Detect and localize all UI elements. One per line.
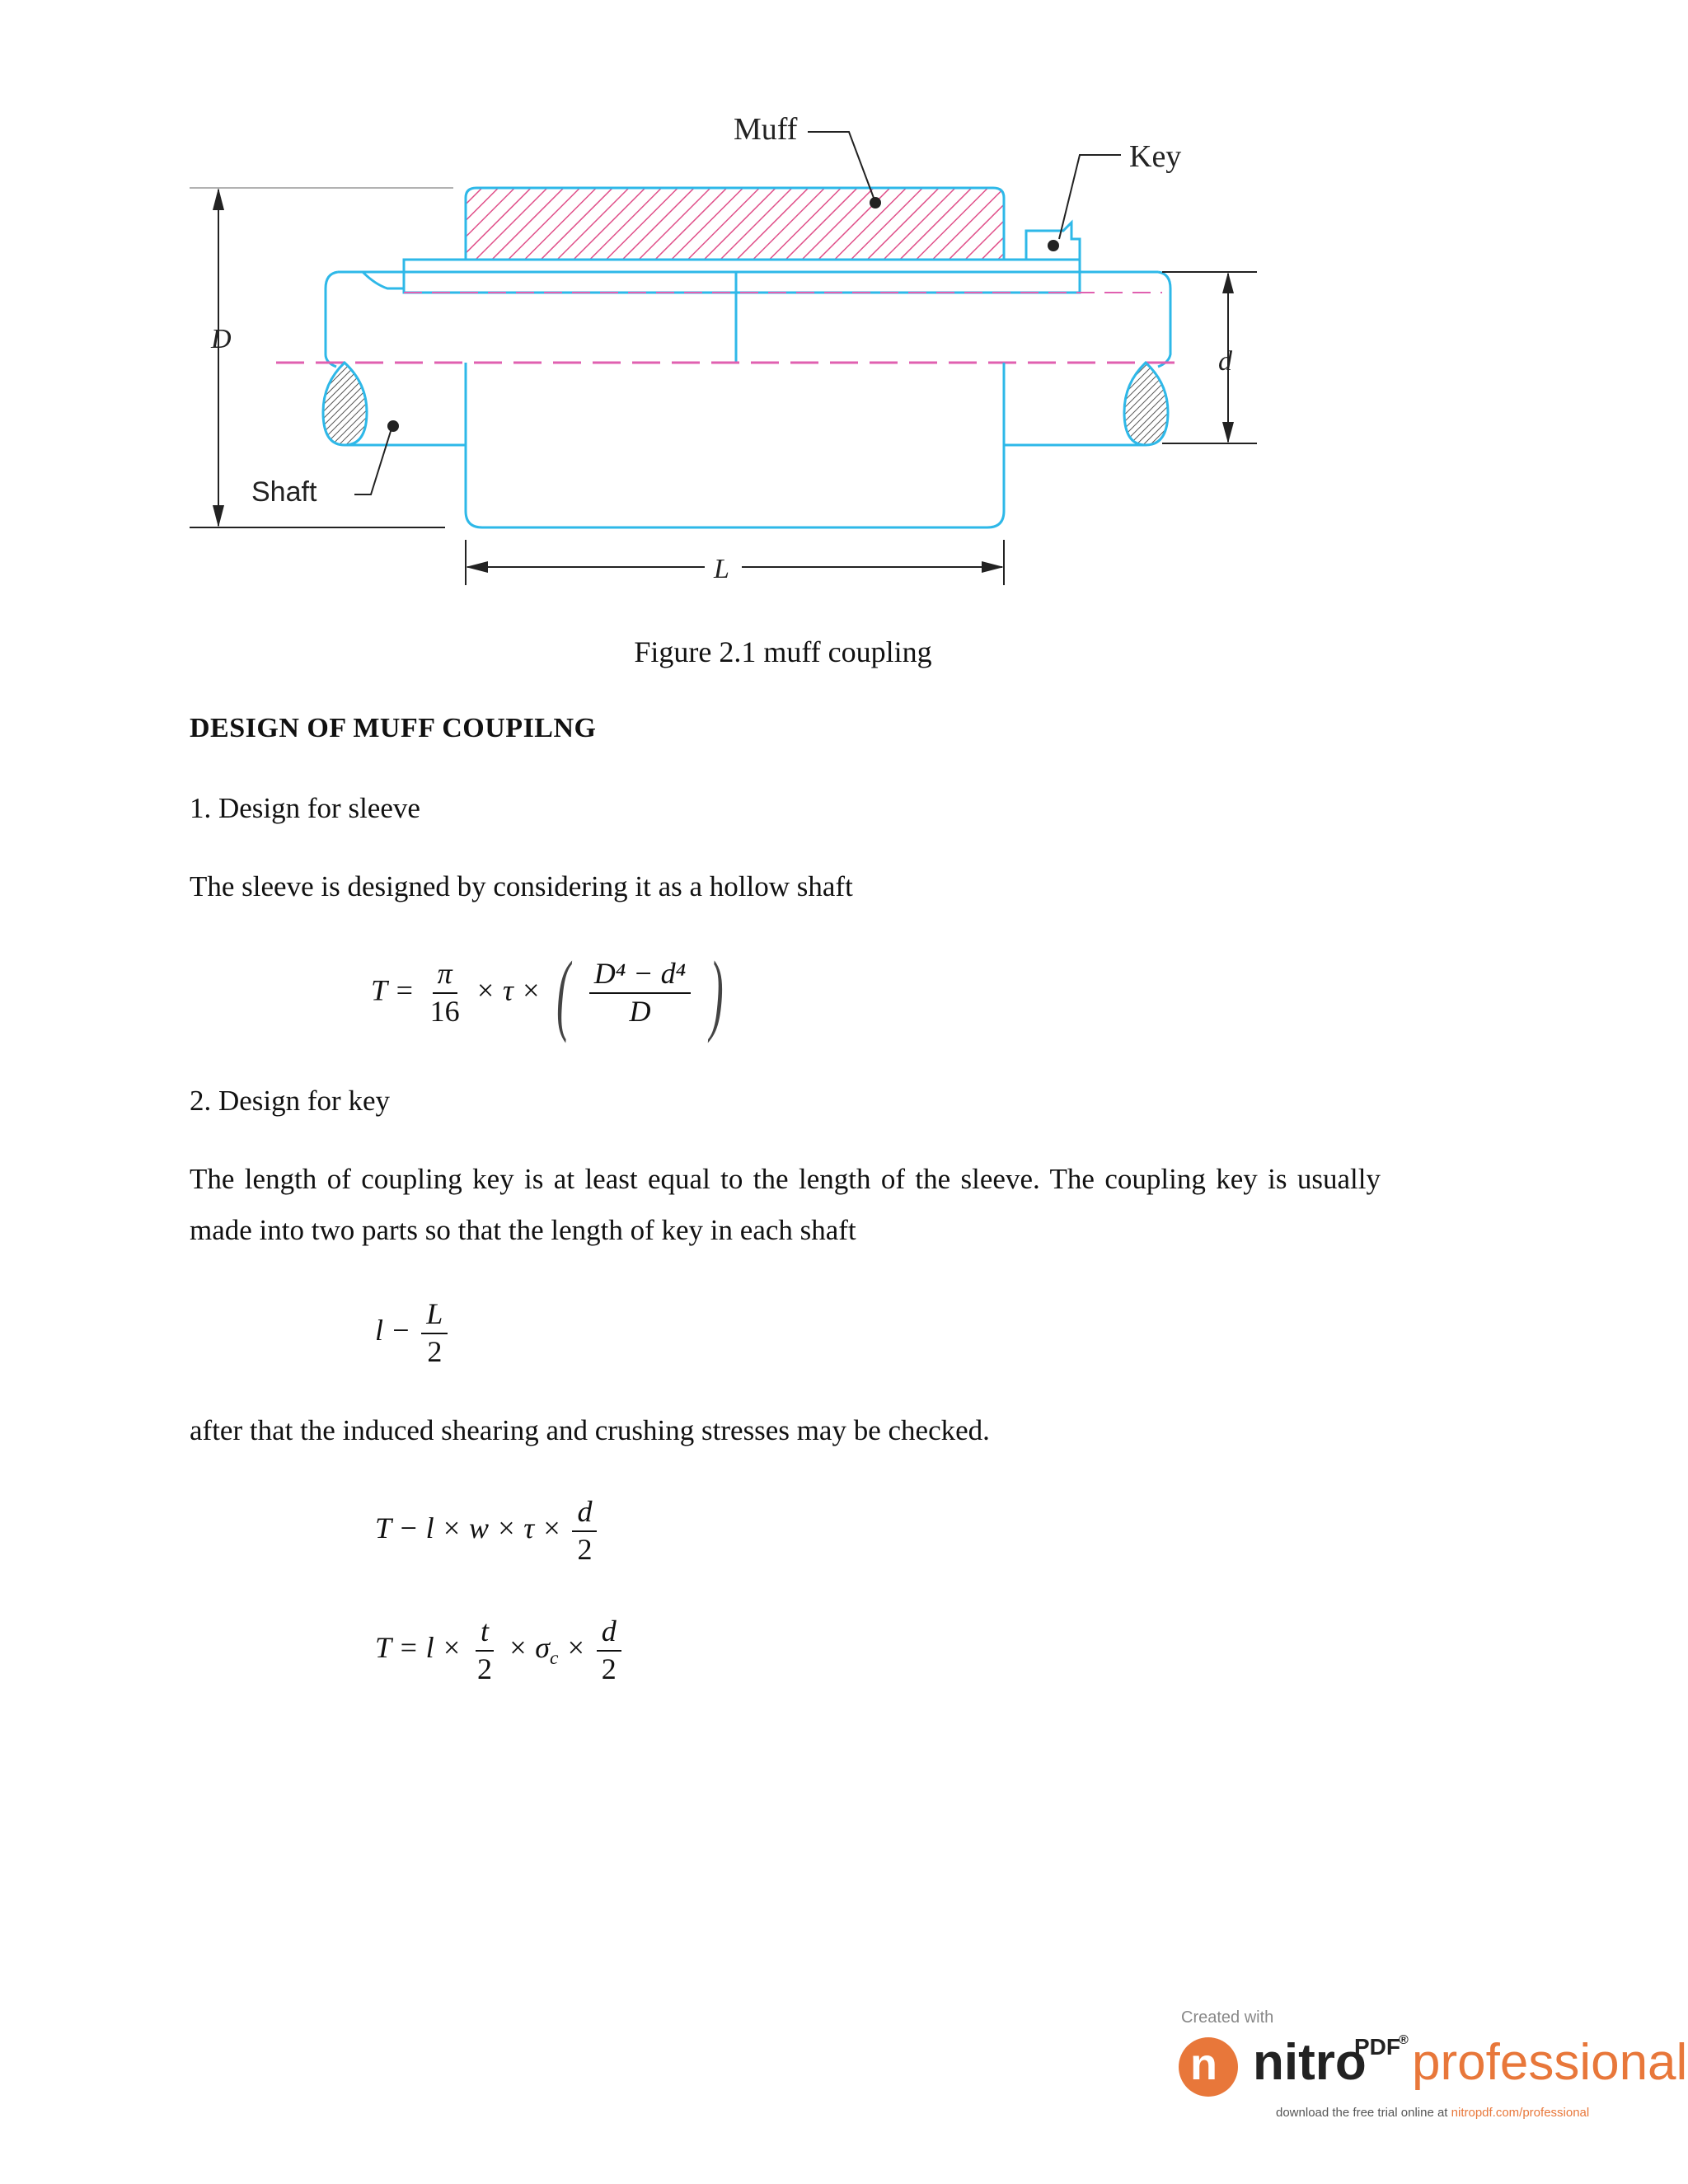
equation-crushing: T = l × $\frac{t}{2}$ × $\sigma_c$ × $\frac{d}{2}$ [375, 1615, 625, 1685]
watermark-reg: ® [1399, 2033, 1409, 2047]
label-d: d [1218, 346, 1232, 377]
label-muff: Muff [734, 112, 798, 147]
watermark-brand: nitro [1253, 2034, 1367, 2091]
watermark-footer: download the free trial online at nitropdf.com/professional [1276, 2106, 1590, 2120]
watermark-pdf: PDF [1354, 2034, 1400, 2060]
item-2-title: 2. Design for key [190, 1085, 391, 1117]
item-1-title: 1. Design for sleeve [190, 792, 420, 824]
shaft-break-right [1124, 363, 1168, 445]
section-heading: DESIGN OF MUFF COUPILNG [190, 713, 597, 743]
label-shaft: Shaft [251, 476, 317, 508]
muff-bottom-section [466, 363, 1004, 527]
after-text: after that the induced shearing and crushing stresses may be checked. [190, 1414, 990, 1446]
item-1-text: The sleeve is designed by considering it as a hollow shaft [190, 870, 853, 902]
muff-coupling-diagram [0, 0, 1688, 626]
equation-shear: T − l × w × τ × $\frac{d}{2}$ [375, 1496, 600, 1566]
watermark-created-with: Created with [1181, 2008, 1274, 2027]
watermark-edition: professional [1412, 2034, 1688, 2091]
item-2-text: The length of coupling key is at least equal to the length of the sleeve. The coupling key is usually made into two parts so that the length of key in each shaft [190, 1163, 1381, 1246]
label-D: D [211, 324, 232, 354]
shaft-break-left [323, 363, 367, 445]
label-L: L [714, 554, 729, 584]
equation-torque-sleeve: T = $\frac{\pi}{16}$ × τ × ( $\frac{\text{D⁴ − d⁴}}{D}$ ) [371, 943, 724, 1043]
watermark-link[interactable]: nitropdf.com/professional [1451, 2106, 1590, 2120]
muff-top-section [466, 188, 1004, 260]
figure-caption: Figure 2.1 muff coupling [634, 635, 932, 668]
nitro-logo-icon: n [1179, 2037, 1238, 2097]
equation-key-length: l − $\frac{L}{2}$ [375, 1298, 451, 1368]
label-key: Key [1129, 139, 1182, 174]
